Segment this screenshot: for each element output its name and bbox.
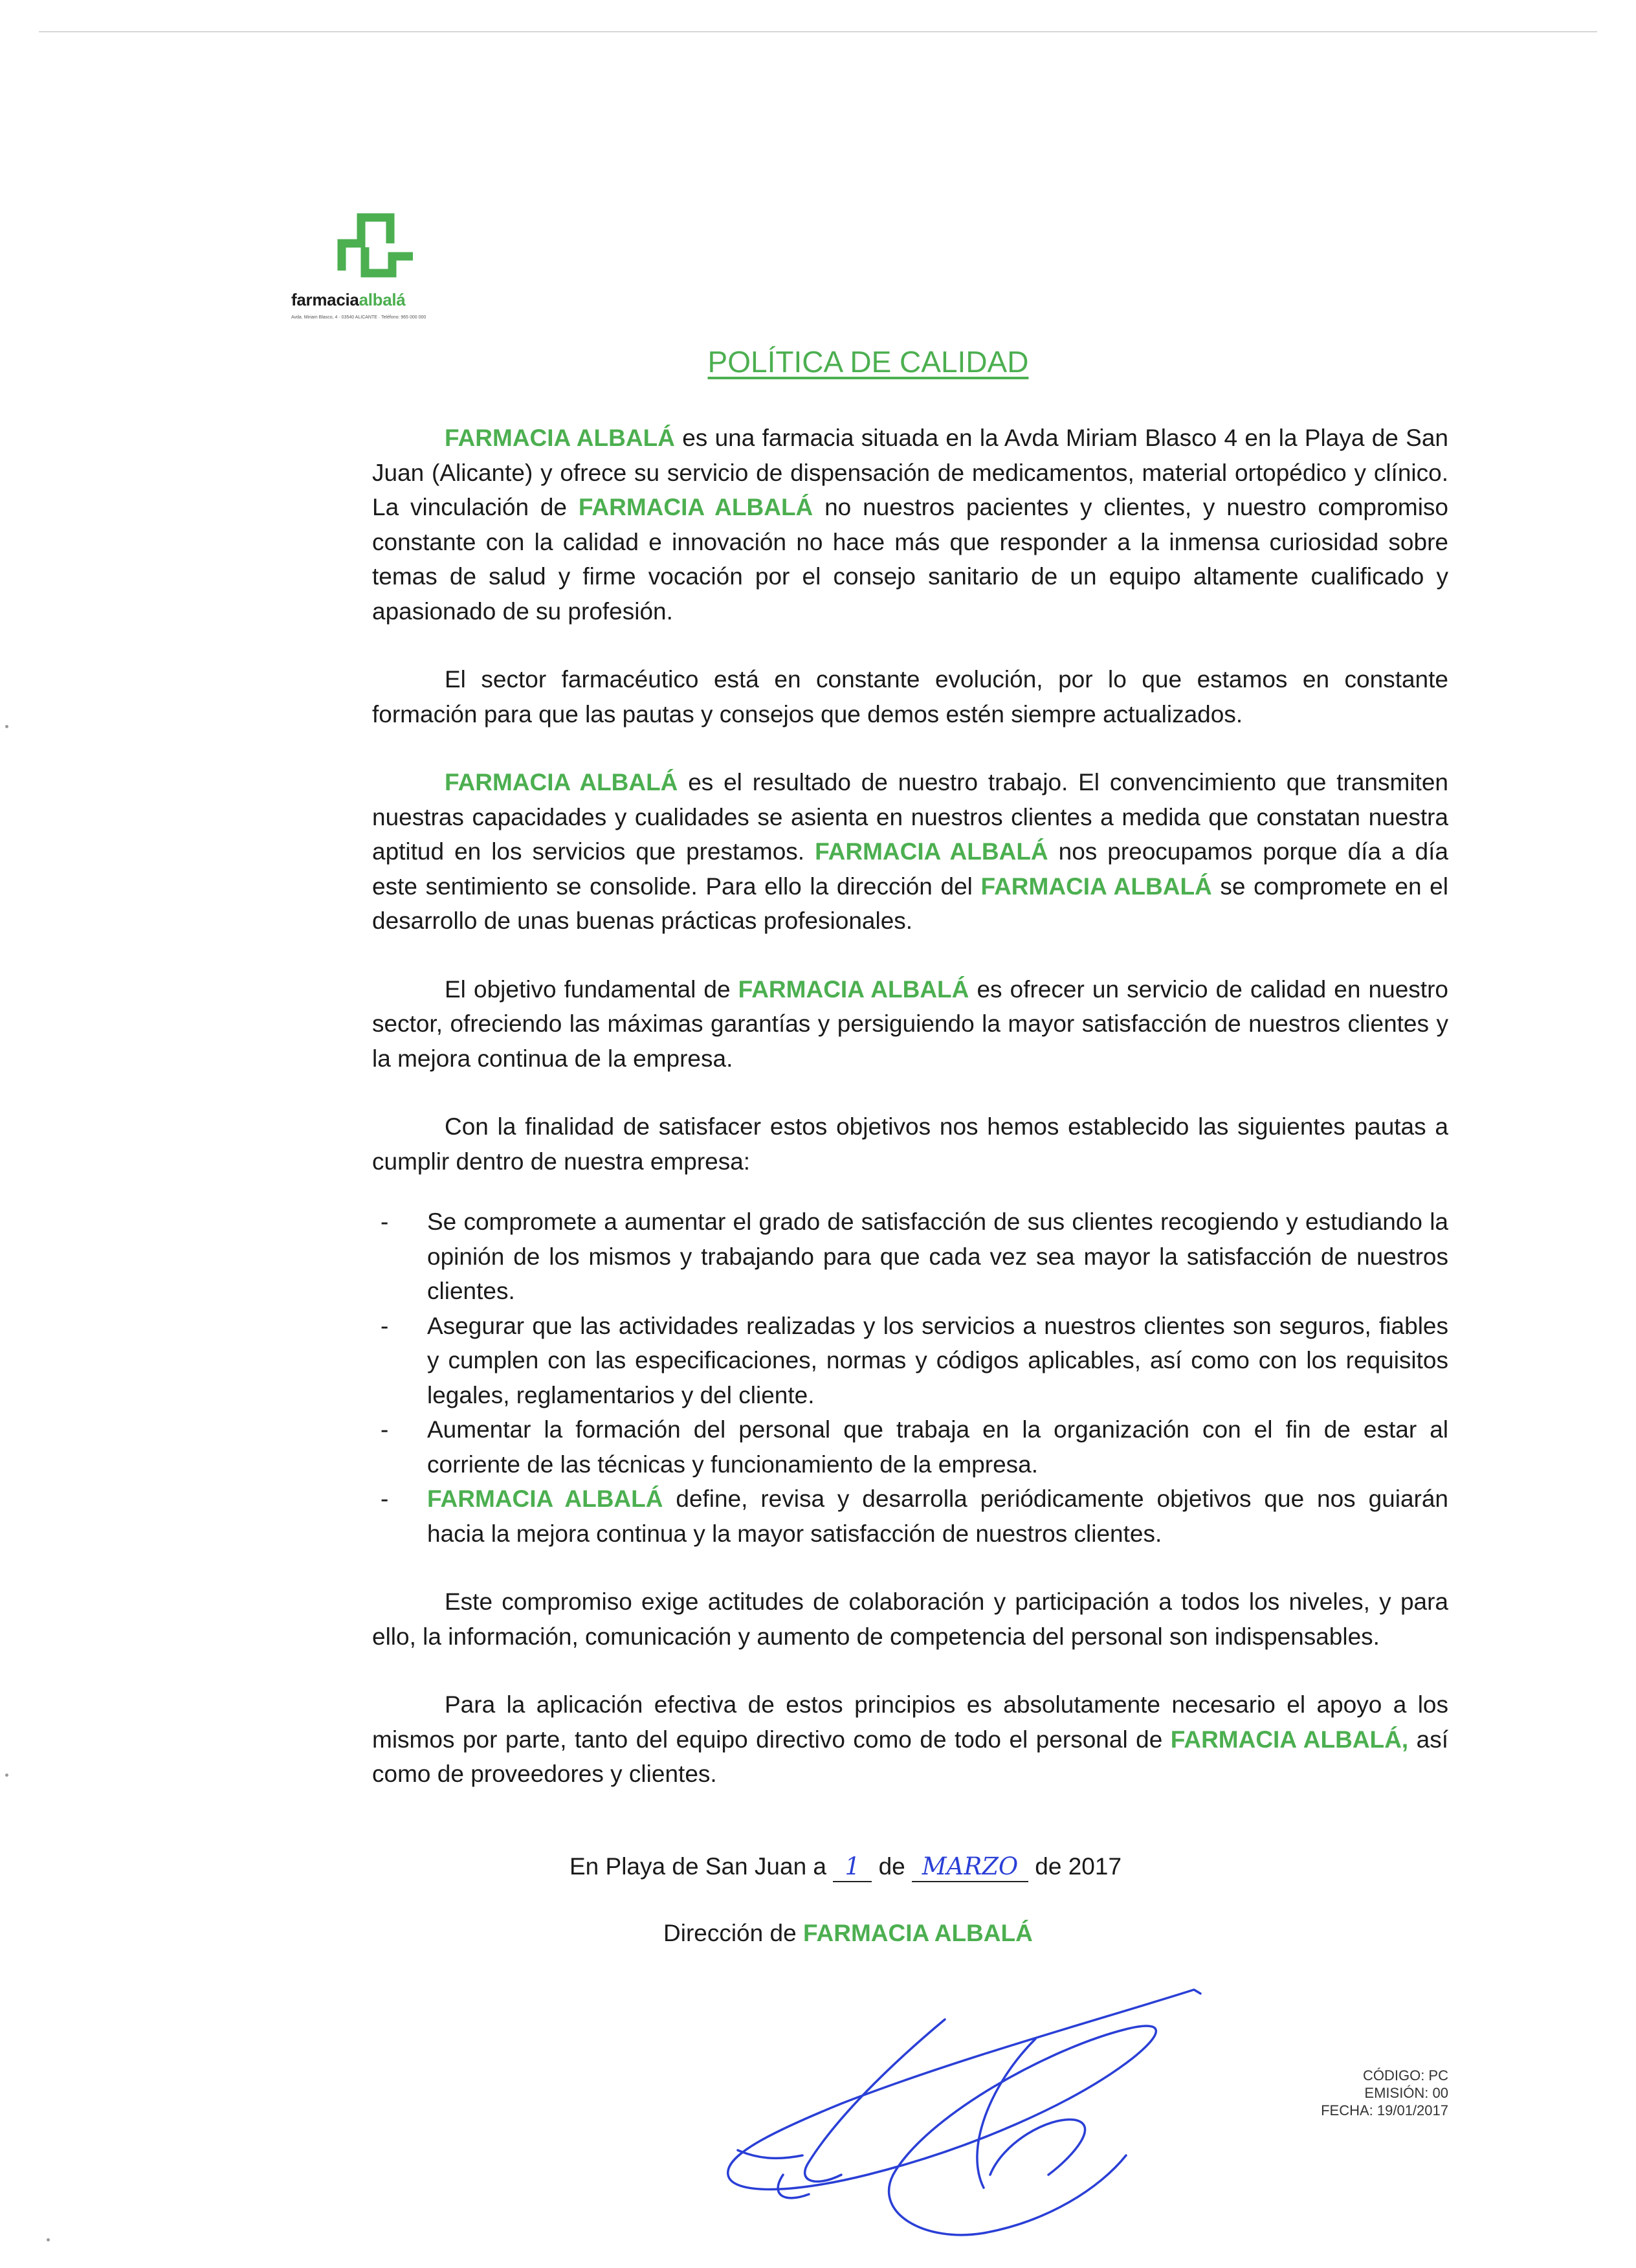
scan-top-edge-line	[39, 31, 1597, 32]
doc-code: CÓDIGO: PC	[1362, 2067, 1448, 2084]
doc-date: FECHA: 19/01/2017	[1321, 2102, 1448, 2118]
handwritten-month: MARZO	[912, 1852, 1028, 1882]
list-item: - Aumentar la formación del personal que trabaja en la organización con el fin de estar al corriente de las técnicas y funcionamiento de la empresa.	[381, 1416, 1448, 1478]
brand-name: FARMACIA ALBALÁ	[445, 425, 675, 451]
logo-wordmark: farmaciaalbalá	[291, 290, 406, 309]
pharmacy-logo	[291, 206, 459, 320]
signatory-line: Dirección de FARMACIA ALBALÁ	[663, 1920, 1033, 1946]
paragraph-objective: El objetivo fundamental de FARMACIA ALBALÁ es ofrecer un servicio de calidad en nuestro sector, ofreciendo las máximas garantías y persiguiendo la mayor satisfacción de nuestros clientes y la mejora continua de la empresa.	[372, 975, 1448, 1072]
document-code-block	[1321, 2067, 1448, 2119]
paragraph-intro: FARMACIA ALBALÁ es una farmacia situada en la Avda Miriam Blasco 4 en la Playa de San Juan (Alicante) y ofrece su servicio de dispensación de medicamentos, material ortopédico y clínico. La vinculación de FARMACIA ALBALÁ no nuestros pacientes y clientes, y nuestro compromiso constante con la calidad e innovación no hace más que responder a la inmensa curiosidad sobre temas de salud y firme vocación por el consejo sanitario de un equipo altamente cualificado y apasionado de su profesión.	[372, 425, 1448, 625]
logo-tagline: Avda. Miriam Blasco, 4 · 03540 ALICANTE · Teléfono: 965 000 000	[291, 315, 426, 320]
paragraph-guidelines-intro: Con la finalidad de satisfacer estos objetivos nos hemos establecido las siguientes pautas a cumplir dentro de nuestra empresa:	[372, 1113, 1448, 1175]
list-item: - Asegurar que las actividades realizadas y los servicios a nuestros clientes son seguros, fiables y cumplen con las especificaciones, normas y códigos aplicables, así como con los requisitos legales, reglamentarios y del cliente.	[381, 1312, 1448, 1408]
scan-speck	[5, 1773, 8, 1777]
date-line: En Playa de San Juan a 1 de MARZO de 2017	[569, 1852, 1122, 1882]
paragraph-results: FARMACIA ALBALÁ es el resultado de nuestro trabajo. El convencimiento que transmiten nuestras capacidades y cualidades se asienta en nuestros clientes a medida que constatan nuestra aptitud en los servicios que prestamos. FARMACIA ALBALÁ nos preocupamos porque día a día este sentimiento se consolide. Para ello la dirección del FARMACIA ALBALÁ se compromete en el desarrollo de unas buenas prácticas profesionales.	[372, 769, 1448, 934]
paragraph-commitment: Este compromiso exige actitudes de colaboración y participación a todos los niveles, y para ello, la información, comunicación y aumento de competencia del personal son indispensables.	[372, 1588, 1448, 1650]
scan-speck	[5, 725, 8, 728]
doc-issue: EMISIÓN: 00	[1364, 2085, 1448, 2101]
handwritten-day: 1	[833, 1852, 872, 1882]
guidelines-list	[372, 1205, 1448, 1551]
scan-speck	[47, 2238, 50, 2241]
list-item: - FARMACIA ALBALÁ define, revisa y desarrolla periódicamente objetivos que nos guiarán hacia la mejora continua y la mayor satisfacción de nuestros clientes.	[381, 1485, 1448, 1547]
paragraph-sector: El sector farmacéutico está en constante evolución, por lo que estamos en constante formación para que las pautas y consejos que demos estén siempre actualizados.	[372, 666, 1448, 728]
brand-name: FARMACIA ALBALÁ	[445, 769, 678, 795]
brand-name: FARMACIA ALBALÁ	[578, 494, 813, 520]
paragraph-application: Para la aplicación efectiva de estos principios es absolutamente necesario el apoyo a los mismos por parte, tanto del equipo directivo como de todo el personal de FARMACIA ALBALÁ, así como de proveedores y clientes.	[372, 1691, 1448, 1787]
list-item: - Se compromete a aumentar el grado de satisfacción de sus clientes recogiendo y estudiando la opinión de los mismos y trabajando para que cada vez sea mayor la satisfacción de nuestros clientes.	[381, 1208, 1448, 1304]
brand-name: FARMACIA ALBALÁ,	[1170, 1726, 1409, 1753]
document-body	[372, 421, 1448, 1825]
brand-name: FARMACIA ALBALÁ	[738, 975, 969, 1003]
document-title: POLÍTICA DE CALIDAD	[707, 345, 1029, 379]
brand-name: FARMACIA ALBALÁ	[815, 838, 1048, 865]
brand-name: FARMACIA ALBALÁ	[980, 873, 1212, 900]
handwritten-signature-icon	[712, 1981, 1230, 2252]
brand-name: FARMACIA ALBALÁ	[802, 1920, 1033, 1946]
brand-name: FARMACIA ALBALÁ	[427, 1485, 663, 1512]
green-cross-logo-icon	[329, 206, 426, 284]
